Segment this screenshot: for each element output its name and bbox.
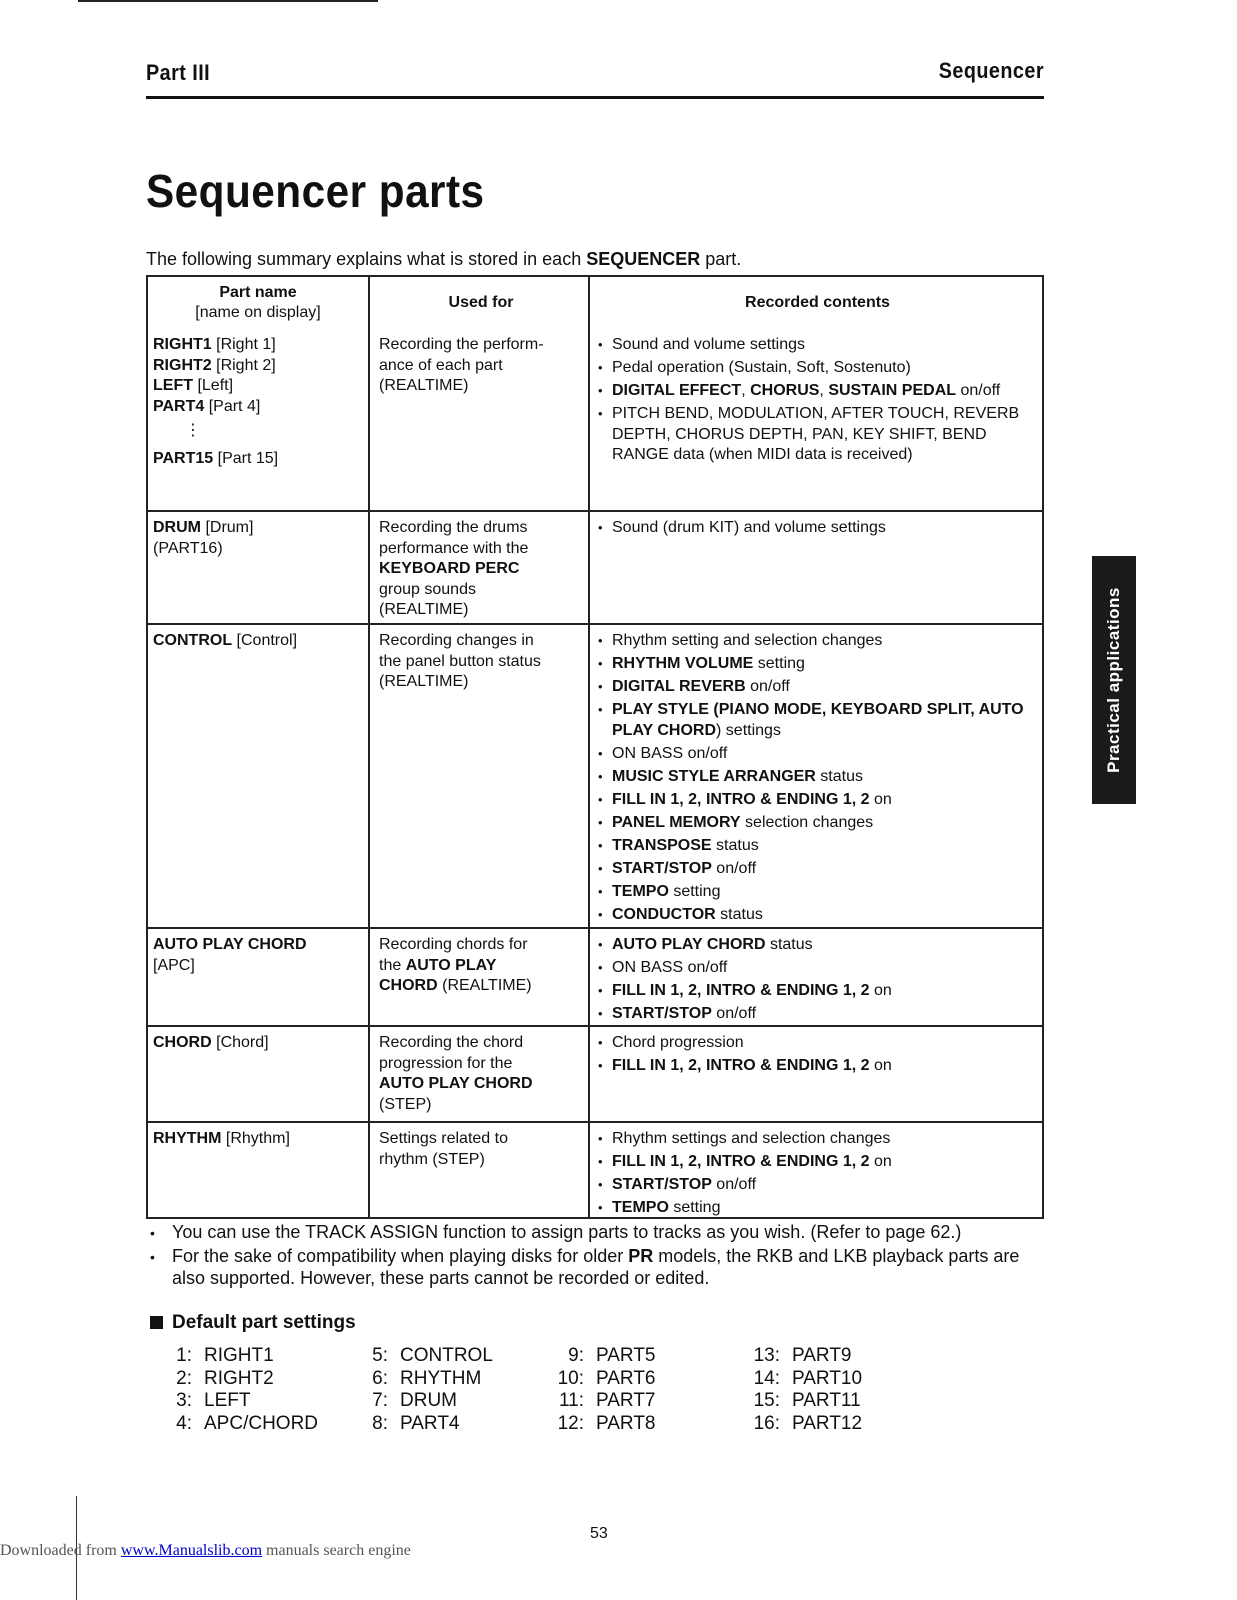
note-text: For the sake of compatibility when playing disks for older [172,1245,629,1266]
recorded-text: on/off [711,1005,757,1022]
part-name [153,1033,363,1054]
used-for-text: (REALTIME) [379,673,469,690]
recorded-text: on [869,790,892,808]
part-name-text: [Part 4] [204,397,261,415]
default-number: 8: [372,1412,388,1434]
default-number: 6: [372,1367,388,1389]
part-name-text: ⋮ [185,422,201,439]
recorded-item [598,677,1037,698]
used-for-text: Recording changes in [379,632,534,649]
part-name-text: [APC] [153,956,195,974]
recorded-cell [590,929,1042,1025]
recorded-bold: PANEL MEMORY [612,813,741,831]
default-value: PART6 [596,1367,656,1389]
recorded-item [598,767,1037,788]
recorded-item [598,859,1037,880]
part-name-bold: DRUM [153,519,201,536]
recorded-bold: CONDUCTOR [612,905,716,923]
used-for-cell [370,329,590,510]
table-row [148,510,1042,623]
part-name [153,518,363,539]
default-entry [346,1368,542,1391]
recorded-item [598,836,1037,857]
used-for-line [379,1095,583,1116]
table-row [148,1025,1042,1121]
default-entry [346,1345,542,1368]
default-entry [738,1368,934,1391]
recorded-text: status [765,936,813,953]
default-number: 3: [176,1390,192,1411]
note-item [150,1246,1050,1290]
table-row [148,1121,1042,1217]
page-title: Sequencer parts [146,165,485,217]
square-bullet-icon [150,1316,163,1329]
default-value: PART12 [792,1412,863,1434]
part-name [153,631,363,652]
part-name-text: [Drum] [201,519,254,536]
table-row [148,927,1042,1025]
default-entry [346,1390,542,1413]
used-for-line [379,580,583,601]
recorded-item [598,958,1037,979]
recorded-text: Rhythm settings and selection changes [612,1130,891,1147]
recorded-text: ON BASS on/off [612,959,728,976]
used-for-text: Recording the drums [379,519,528,536]
recorded-cell [590,625,1042,927]
part-name-text: [Rhythm] [221,1130,290,1147]
part-name-bold: CONTROL [153,632,233,649]
default-value: DRUM [400,1390,457,1411]
footer [0,1542,411,1560]
intro-after: part. [700,249,742,269]
page-number: 53 [590,1525,608,1542]
used-for-line [379,1033,583,1054]
default-number: 5: [372,1345,388,1366]
default-number: 15: [753,1390,780,1411]
used-for-line [379,1054,583,1075]
part-name-bold: LEFT [153,377,193,394]
default-entry [150,1390,346,1413]
part-name [153,1129,363,1150]
used-for-line [379,335,583,356]
default-column [150,1345,346,1435]
part-name-cell [148,929,370,1025]
intro-bold: SEQUENCER [586,249,701,269]
part-name [153,376,363,397]
part-name-bold: CHORD [153,1034,212,1051]
default-number: 2: [176,1367,192,1389]
default-number: 1: [176,1345,192,1366]
part-name-bold: PART15 [153,450,214,467]
default-number: 9: [568,1345,584,1366]
used-for-cell [370,1027,590,1121]
default-entry [150,1368,346,1391]
part-name-bold: PART4 [153,397,205,415]
notes-list [150,1222,1050,1291]
default-value: PART10 [792,1367,863,1389]
recorded-bold: TEMPO [612,882,669,900]
header-rule [146,96,1044,99]
header-part-name-label: Part name [219,283,297,301]
footer-before: Downloaded from [0,1542,121,1559]
used-for-text: (REALTIME) [437,977,532,994]
default-number: 13: [753,1345,780,1366]
recorded-item [598,381,1037,402]
recorded-item [598,1033,1037,1054]
intro-before: The following summary explains what is stored in each [146,249,587,269]
default-value: LEFT [204,1390,251,1411]
ellipsis-icon [153,421,363,441]
footer-link[interactable]: www.Manualslib.com [120,1542,263,1559]
recorded-text: , [741,382,751,399]
default-entry [542,1413,738,1436]
recorded-text: setting [668,1199,721,1216]
recorded-bold: TEMPO [612,1199,669,1216]
recorded-item [598,905,1037,926]
recorded-item [598,1152,1037,1173]
part-name [153,397,363,418]
part-name-bold: AUTO PLAY CHORD [153,936,307,953]
recorded-bold: SUSTAIN PEDAL [828,382,957,399]
recorded-item [598,790,1037,811]
recorded-text: Sound and volume settings [612,336,806,353]
part-name-cell [148,512,370,623]
header-part-name-sub: [name on display] [195,304,321,321]
note-bold: PR [628,1245,654,1266]
used-for-bold: AUTO PLAY [405,956,497,974]
recorded-bold: START/STOP [612,1005,712,1022]
default-entry [542,1390,738,1413]
default-number: 12: [557,1412,584,1434]
recorded-cell [590,329,1042,510]
default-column [738,1345,934,1435]
part-name-text: (PART16) [153,539,223,557]
recorded-item [598,1198,1037,1219]
recorded-bold: FILL IN 1, 2, INTRO & ENDING 1, 2 [612,1057,870,1074]
header-part-name [148,277,370,329]
note-text: models, the RKB and LKB playback parts are also supported. However, these parts cannot be recorded or edited. [172,1245,1020,1288]
part-name-cell [148,329,370,510]
recorded-text: , [819,382,829,399]
default-value: PART5 [596,1345,656,1366]
note-text: You can use the TRACK ASSIGN function to assign parts to tracks as you wish. (Refer to page 62.) [172,1222,962,1242]
default-value: RIGHT2 [204,1367,274,1389]
recorded-item [598,654,1037,675]
default-entry [150,1413,346,1436]
recorded-item [598,1004,1037,1025]
recorded-item [598,700,1037,741]
default-value: PART11 [792,1390,861,1411]
used-for-cell [370,512,590,623]
default-entry [150,1345,346,1368]
header-recorded-contents: Recorded contents [745,293,890,311]
default-value: PART8 [596,1412,656,1434]
recorded-bold: RHYTHM VOLUME [612,655,754,672]
used-for-text: Recording the chord [379,1034,524,1051]
default-settings-heading [150,1312,356,1334]
top-rule [78,0,378,2]
used-for-text: rhythm (STEP) [379,1150,485,1168]
default-entry [738,1390,934,1413]
recorded-bold: FILL IN 1, 2, INTRO & ENDING 1, 2 [612,982,870,999]
note-item [150,1222,1050,1245]
used-for-bold: KEYBOARD PERC [379,560,520,577]
default-column [542,1345,738,1435]
part-name-text: [Right 1] [211,336,276,353]
recorded-text: setting [753,655,805,672]
recorded-text: on/off [745,678,790,695]
used-for-text: Settings related to [379,1130,508,1147]
default-number: 14: [753,1367,780,1389]
used-for-text: performance with the [379,539,529,557]
part-name [153,539,363,560]
part-name [153,956,363,977]
side-tab-label: Practical applications [1104,587,1123,773]
used-for-line [379,935,583,956]
default-value: PART4 [400,1412,460,1434]
default-settings-title: Default part settings [172,1312,356,1333]
default-number: 10: [557,1367,584,1389]
recorded-text: setting [668,882,721,900]
used-for-text: Recording chords for [379,936,528,953]
recorded-item [598,813,1037,834]
default-entry [738,1413,934,1436]
recorded-cell [590,1027,1042,1121]
default-entry [542,1368,738,1391]
default-settings-grid [150,1345,934,1435]
header-used-for: Used for [370,277,590,329]
part-name-cell [148,625,370,927]
recorded-bold: FILL IN 1, 2, INTRO & ENDING 1, 2 [612,790,870,808]
used-for-text: progression for the [379,1054,513,1072]
recorded-item [598,631,1037,652]
used-for-text: group sounds [379,580,476,598]
used-for-cell [370,625,590,927]
recorded-text: status [715,905,763,923]
footer-after: manuals search engine [262,1542,411,1559]
recorded-text: on/off [711,859,757,877]
recorded-item [598,404,1037,466]
used-for-text: Recording the perform- [379,336,544,353]
recorded-text: selection changes [740,813,874,831]
default-value: APC/CHORD [204,1412,319,1434]
recorded-text: Pedal operation (Sustain, Soft, Sostenuto) [612,359,911,376]
default-number: 16: [753,1412,780,1434]
default-entry [738,1345,934,1368]
used-for-cell [370,929,590,1025]
recorded-bold: START/STOP [612,859,712,877]
recorded-item [598,335,1037,356]
recorded-bold: MUSIC STYLE ARRANGER [612,767,816,785]
default-column [346,1345,542,1435]
used-for-line [379,1074,583,1095]
recorded-text: status [711,836,759,854]
recorded-item [598,935,1037,956]
used-for-line [379,376,583,397]
sequencer-parts-table [146,275,1044,1219]
table-header-row [148,277,1042,329]
used-for-text: (REALTIME) [379,601,469,618]
recorded-item [598,518,1037,539]
default-number: 4: [176,1412,192,1434]
recorded-cell [590,512,1042,623]
default-number: 11: [558,1390,584,1411]
part-name-text: [Right 2] [211,356,276,374]
used-for-line [379,356,583,377]
used-for-bold: CHORD [379,977,438,994]
used-for-line [379,1129,583,1150]
used-for-line [379,518,583,539]
part-name-text: [Left] [193,377,234,394]
recorded-bold: AUTO PLAY CHORD [612,936,766,953]
recorded-bold: DIGITAL EFFECT [612,382,742,399]
side-tab [1092,556,1136,804]
recorded-text: on/off [956,382,1001,399]
header-part: Part III [146,60,211,85]
intro-text [146,249,741,270]
part-name-bold: RIGHT1 [153,336,212,353]
table-row [148,623,1042,927]
recorded-text: Rhythm setting and selection changes [612,632,883,649]
part-name-text: [Part 15] [213,450,279,467]
part-name [153,356,363,377]
recorded-text: PITCH BEND, MODULATION, AFTER TOUCH, REVERB DEPTH, CHORUS DEPTH, PAN, KEY SHIFT, BEND RANGE data (when MIDI data is received) [612,405,1020,463]
used-for-text: ance of each part [379,356,503,374]
part-name-text: [Control] [232,632,298,649]
default-entry [346,1413,542,1436]
used-for-line [379,652,583,673]
recorded-item [598,358,1037,379]
recorded-text: Chord progression [612,1034,744,1051]
default-value: PART7 [596,1390,656,1411]
used-for-line [379,600,583,621]
recorded-bold: PLAY STYLE (PIANO MODE, KEYBOARD SPLIT, AUTO PLAY CHORD [612,701,1024,739]
recorded-bold: FILL IN 1, 2, INTRO & ENDING 1, 2 [612,1153,870,1170]
recorded-item [598,1056,1037,1077]
part-name-bold: RIGHT2 [153,356,212,374]
used-for-text: the [379,956,406,974]
part-name [153,449,363,470]
header-section: Sequencer [938,58,1044,83]
default-number: 7: [372,1390,388,1411]
part-name [153,935,363,956]
default-value: RHYTHM [400,1367,482,1389]
recorded-bold: START/STOP [612,1176,712,1193]
recorded-item [598,1129,1037,1150]
recorded-text: ) settings [716,721,781,739]
used-for-text: (STEP) [379,1095,432,1113]
used-for-line [379,956,583,977]
used-for-text: (REALTIME) [379,377,469,394]
default-value: RIGHT1 [204,1345,274,1366]
recorded-text: Sound (drum KIT) and volume settings [612,519,886,536]
used-for-line [379,559,583,580]
recorded-item [598,981,1037,1002]
recorded-text: on [869,1153,892,1170]
table-row [148,329,1042,510]
used-for-line [379,672,583,693]
used-for-bold: AUTO PLAY CHORD [379,1075,533,1092]
used-for-line [379,539,583,560]
used-for-line [379,1150,583,1171]
default-entry [542,1345,738,1368]
default-value: CONTROL [400,1345,493,1366]
recorded-cell [590,1123,1042,1217]
part-name-cell [148,1123,370,1217]
default-value: PART9 [792,1345,852,1366]
recorded-text: status [815,767,863,785]
recorded-text: on/off [711,1176,757,1193]
recorded-bold: DIGITAL REVERB [612,678,746,695]
used-for-line [379,631,583,652]
used-for-text: the panel button status [379,652,541,670]
part-name [153,335,363,356]
recorded-text: ON BASS on/off [612,744,728,762]
recorded-text: on [869,982,892,999]
recorded-item [598,744,1037,765]
recorded-text: on [869,1057,892,1074]
used-for-line [379,976,583,997]
recorded-item [598,882,1037,903]
recorded-item [598,1175,1037,1196]
part-name-cell [148,1027,370,1121]
part-name-text: [Chord] [211,1034,269,1051]
part-name-bold: RHYTHM [153,1130,222,1147]
used-for-cell [370,1123,590,1217]
recorded-bold: CHORUS [750,382,820,399]
recorded-bold: TRANSPOSE [612,836,712,854]
